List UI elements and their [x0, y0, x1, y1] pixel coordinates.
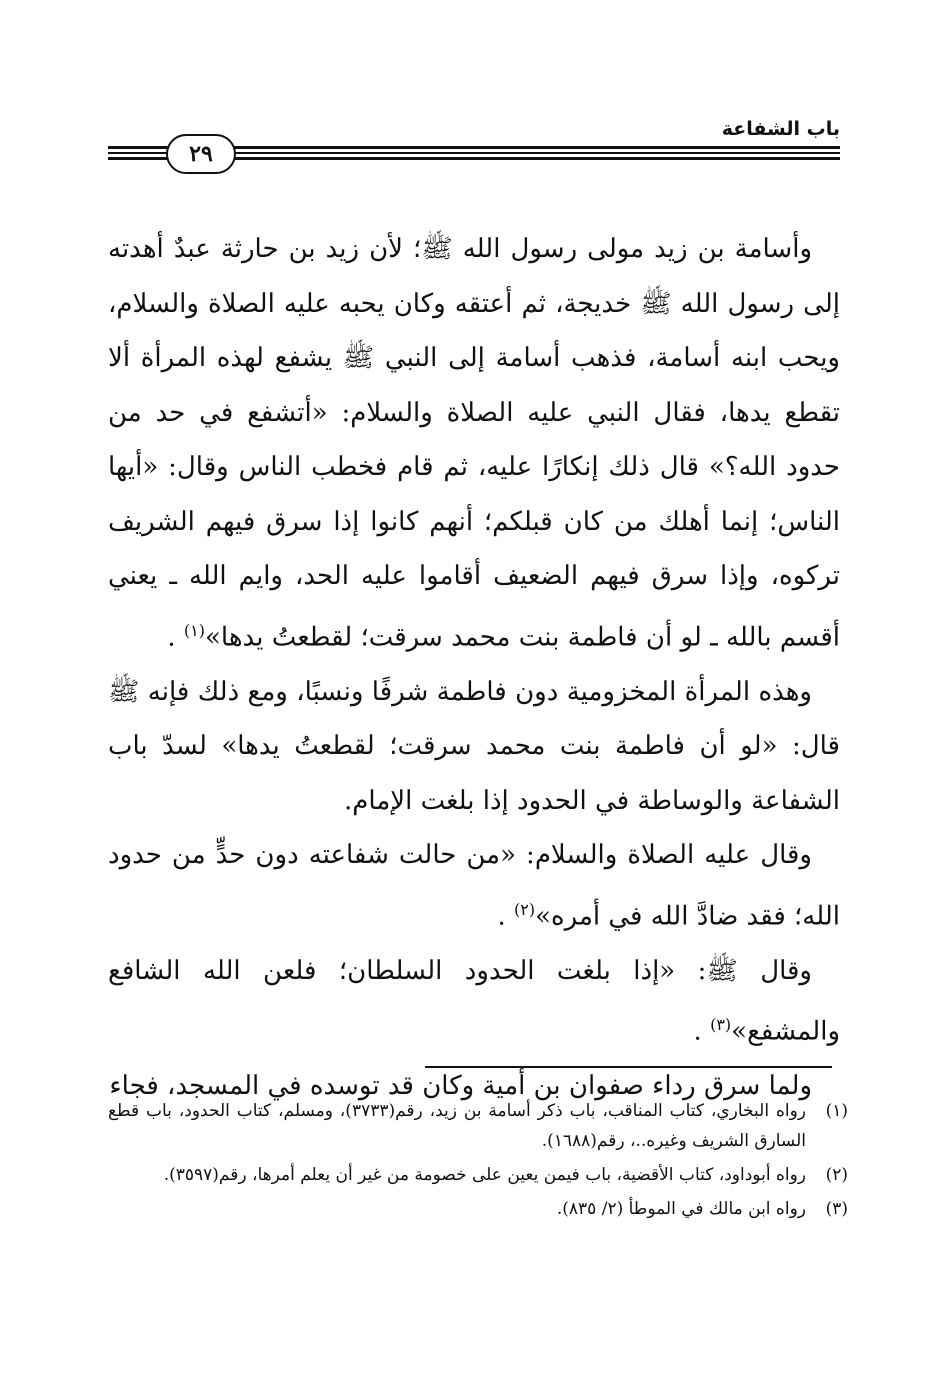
header-rule [108, 146, 168, 149]
paragraph-end: . [167, 622, 184, 653]
paragraph [108, 944, 840, 1060]
footnote-text: رواه أبوداود، كتاب الأقضية، باب فيمن يعين على خصومة من غير أن يعلم أمرها، رقم(٣٥٩٧). [163, 1165, 806, 1185]
footnote [108, 1194, 848, 1224]
chapter-title: باب الشفاعة [721, 118, 840, 140]
footnote-number: (٢) [825, 1165, 848, 1185]
paragraph-text: وقال ﷺ: «إذا بلغت الحدود السلطان؛ فلعن الله الشافع والمشفع» [108, 955, 840, 1047]
page-number: ٢٩ [166, 134, 236, 174]
paragraph [108, 665, 840, 829]
paragraph-text: ولما سرق رداء صفوان بن أمية وكان قد توسده في المسجد، فجاء [109, 1071, 812, 1102]
footnote-ref: (٢) [514, 899, 536, 919]
header-rule [108, 152, 168, 154]
header-rule [228, 146, 840, 149]
paragraph-text: وقال عليه الصلاة والسلام: «من حالت شفاعته دون حدٍّ من حدود الله؛ فقد ضادَّ الله في أمره» [108, 840, 840, 932]
footnote-number: (١) [825, 1101, 848, 1121]
footnote [108, 1096, 848, 1156]
footnote-text: رواه البخاري، كتاب المناقب، باب ذكر أسامة بن زيد، رقم(٣٧٣٣)، ومسلم، كتاب الحدود، باب قطع السارق الشريف وغيره..، رقم(١٦٨٨). [108, 1101, 806, 1151]
paragraph-end: . [693, 1016, 711, 1047]
footnote-separator [425, 1066, 832, 1068]
paragraph [108, 828, 840, 944]
footnote [108, 1160, 848, 1190]
footnote-ref: (٣) [710, 1015, 732, 1035]
header-rule [108, 157, 168, 160]
main-text [108, 222, 840, 1114]
footnote-ref: (١) [183, 620, 206, 640]
footnotes [108, 1096, 848, 1228]
paragraph [108, 222, 840, 665]
paragraph-text: وأسامة بن زيد مولى رسول الله ﷺ؛ لأن زيد بن حارثة عبدٌ أهدته إلى رسول الله ﷺ خديجة، ثم أعتقه وكان يحبه عليه الصلاة والسلام، ويحب ابنه أسامة، فذهب أسامة إلى النبي ﷺ يشفع لهذه المرأة ألا تقطع يدها، فقال النبي عليه الصلاة والسلام: «أتشفع في حد من حدود الله؟» قال ذلك إنكارًا عليه، ثم قام فخطب الناس وقال: «أيها الناس؛ إنما أهلك من كان قبلكم؛ أنهم كانوا إذا سرق فيهم الشريف تركوه، وإذا سرق فيهم الضعيف أقاموا عليه الحد، وايم الله ـ يعني أقسم بالله ـ لو أن فاطمة بنت محمد سرقت؛ لقطعتُ يدها» [108, 234, 840, 653]
paragraph-text: وهذه المرأة المخزومية دون فاطمة شرفًا ونسبًا، ومع ذلك فإنه ﷺ قال: «لو أن فاطمة بنت محمد سرقت؛ لقطعتُ يدها» لسدّ باب الشفاعة والوساطة في الحدود إذا بلغت الإمام. [108, 676, 840, 816]
header-rule [228, 157, 840, 160]
footnote-number: (٣) [825, 1199, 848, 1219]
page-header [108, 118, 840, 176]
footnote-text: رواه ابن مالك في الموطأ (٢/ ٨٣٥). [556, 1199, 806, 1219]
header-rule [228, 152, 840, 154]
paragraph-end: . [497, 901, 514, 932]
